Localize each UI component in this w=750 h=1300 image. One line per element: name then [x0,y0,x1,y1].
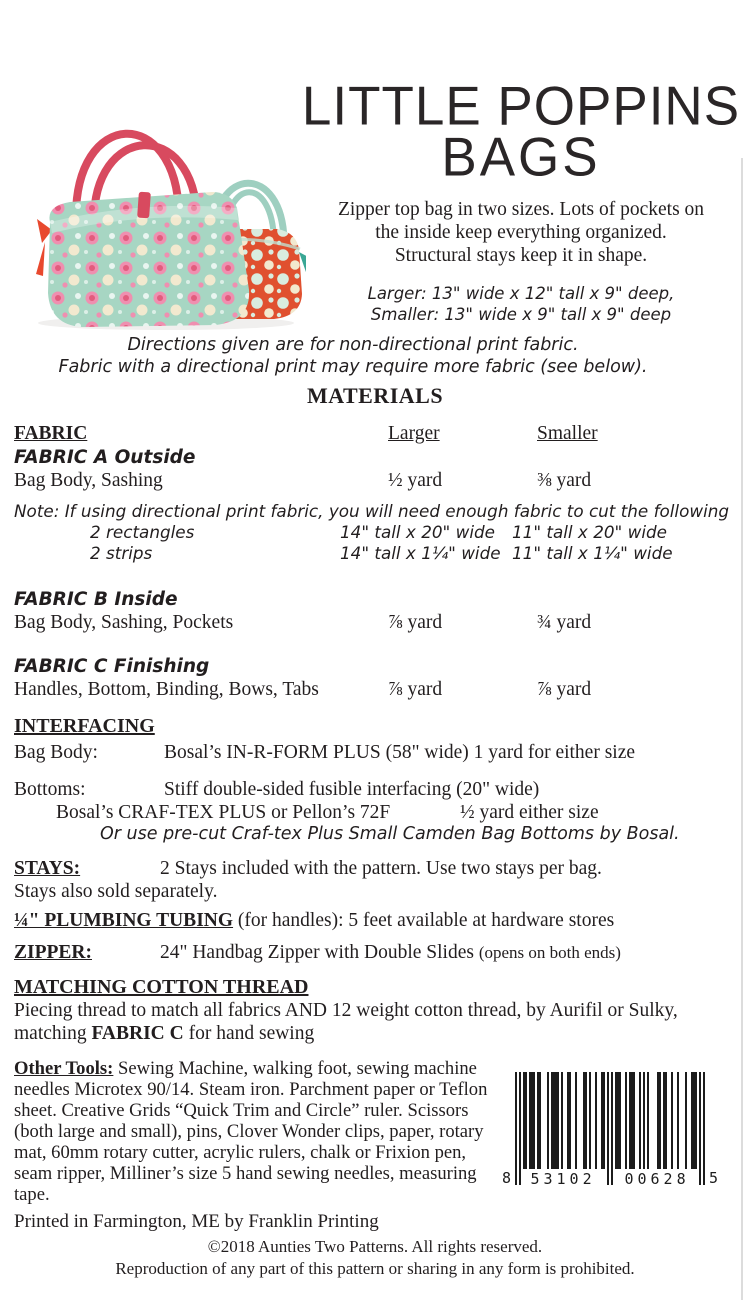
other-tools-paragraph: Other Tools: Sewing Machine, walking foot, sewing machine needles Microtex 90/14. Steam iron. Parchment paper or Teflon sheet. Creative Grids “Quick Trim and Circle” ruler. Scissors (both large and small), pins, Clover Wonder clips, paper, rotary mat, 60mm rotary cutter, acrylic rulers, chalk or Frixion pen, seam ripper, Milliner’s size 5 hand sewing needles, measuring tape. [14,1058,488,1205]
materials-column-headers [14,422,736,446]
fabric-a-row [14,469,736,492]
fabric-a-items: Bag Body, Sashing [14,470,163,491]
fabric-b-smaller: ¾ yard [537,612,592,633]
fabric-b-larger: ⅞ yard [388,612,443,633]
zipper-text: 24" Handbag Zipper with Double Slides (opens on both ends) [160,942,621,963]
cut-smaller: 11" tall x 20" wide [512,522,667,542]
stays-label: STAYS: [14,858,81,879]
description-line: Structural stays keep it in shape. [394,245,648,267]
barcode-bars [515,1072,705,1187]
barcode-digits-right: 00628 [615,1171,699,1187]
directional-fabric-note [0,334,706,379]
size-larger: Larger: 13" wide x 12" tall x 9" deep, [367,283,675,303]
barcode [502,1072,718,1187]
interfacing-bagbody-label: Bag Body: [14,742,98,763]
bags-illustration [16,80,306,332]
bag-sizes [300,283,742,326]
reproduction-line: Reproduction of any part of this pattern or sharing in any form is prohibited. [115,1259,635,1278]
zipper-note: (opens on both ends) [478,943,621,962]
fabric-c-heading: FABRIC C Finishing [14,656,210,677]
interfacing-bottoms-label: Bottoms: [14,779,86,800]
page-title [300,75,742,188]
directional-row [14,543,736,564]
zipper-label: ZIPPER: [14,942,92,963]
directional-row [14,522,736,543]
fabric-c-items: Handles, Bottom, Binding, Bows, Tabs [14,679,319,700]
barcode-digits-left: 53102 [521,1171,605,1187]
interfacing-bottoms-text: Stiff double-sided fusible interfacing (20" wide) [164,779,540,800]
thread-heading: MATCHING COTTON THREAD [14,976,309,998]
directions-line: Directions given are for non-directional print fabric. [127,335,579,355]
fabric-b-heading: FABRIC B Inside [14,589,178,610]
barcode-digit-right: 5 [709,1169,719,1187]
column-larger: Larger [388,423,440,444]
fabric-b-items: Bag Body, Sashing, Pockets [14,612,234,633]
size-smaller: Smaller: 13" wide x 9" tall x 9" deep [370,305,672,325]
cut-larger: 14" tall x 20" wide [340,522,495,542]
interfacing-option-row [14,801,736,824]
directions-line: Fabric with a directional print may require more fabric (see below). [58,357,648,378]
cut-item: 2 rectangles [90,522,195,542]
header-block [300,75,742,326]
cut-item: 2 strips [90,543,153,563]
product-description [300,198,742,268]
interfacing-bagbody-row [14,741,736,764]
precut-note: Or use pre-cut Craf-tex Plus Small Camden Bag Bottoms by Bosal. [100,824,680,844]
fabric-a-smaller: ⅜ yard [537,470,592,491]
title-line-2: BAGS [441,126,601,188]
materials-heading: MATERIALS [306,383,444,408]
plumbing-label: ¼" PLUMBING TUBING [14,910,234,931]
zipper-row [14,941,736,964]
directional-cut-note: Note: If using directional print fabric, you will need enough fabric to cut the following [14,501,730,521]
description-line: the inside keep everything organized. [375,221,667,243]
fabric-c-larger: ⅞ yard [388,679,443,700]
description-line: Zipper top bag in two sizes. Lots of pockets on [337,198,705,220]
stays-text: 2 Stays included with the pattern. Use two stays per bag. [160,858,602,879]
bags-photo [16,80,306,332]
interfacing-bottoms-row [14,778,736,801]
interfacing-option-amount: ½ yard either size [460,802,599,823]
column-fabric: FABRIC [14,423,88,444]
fabric-a-larger: ½ yard [388,470,443,491]
title-line-1: LITTLE POPPINS [301,75,741,138]
fabric-c-smaller: ⅞ yard [537,679,592,700]
fabric-c-ref: FABRIC C [91,1023,184,1044]
fabric-b-row [14,611,736,634]
stays-row [14,857,736,880]
column-smaller: Smaller [537,423,598,444]
plumbing-text: (for handles): 5 feet available at hardware stores [233,910,615,931]
copyright-line: ©2018 Aunties Two Patterns. All rights reserved. [207,1237,543,1256]
interfacing-bagbody-text: Bosal’s IN-R-FORM PLUS (58" wide) 1 yard for either size [164,742,636,763]
cut-smaller: 11" tall x 1¼" wide [512,543,673,563]
cut-larger: 14" tall x 1¼" wide [340,543,501,563]
fabric-a-heading: FABRIC A Outside [14,447,196,468]
large-bag [36,134,249,327]
stays-text-2: Stays also sold separately. [14,881,218,902]
other-tools-label: Other Tools: [14,1058,114,1079]
plumbing-row [14,909,736,932]
interfacing-option-text: Bosal’s CRAF-TEX PLUS or Pellon’s 72F [56,802,391,823]
barcode-digit-left: 8 [502,1169,512,1187]
printed-credit: Printed in Farmington, ME by Franklin Printing [14,1211,379,1232]
fabric-c-row [14,678,736,701]
thread-paragraph: Piecing thread to match all fabrics AND 12 weight cotton thread, by Aurifil or Sulky, matching FABRIC C for hand sewing [14,1000,678,1044]
interfacing-heading: INTERFACING [14,715,155,737]
